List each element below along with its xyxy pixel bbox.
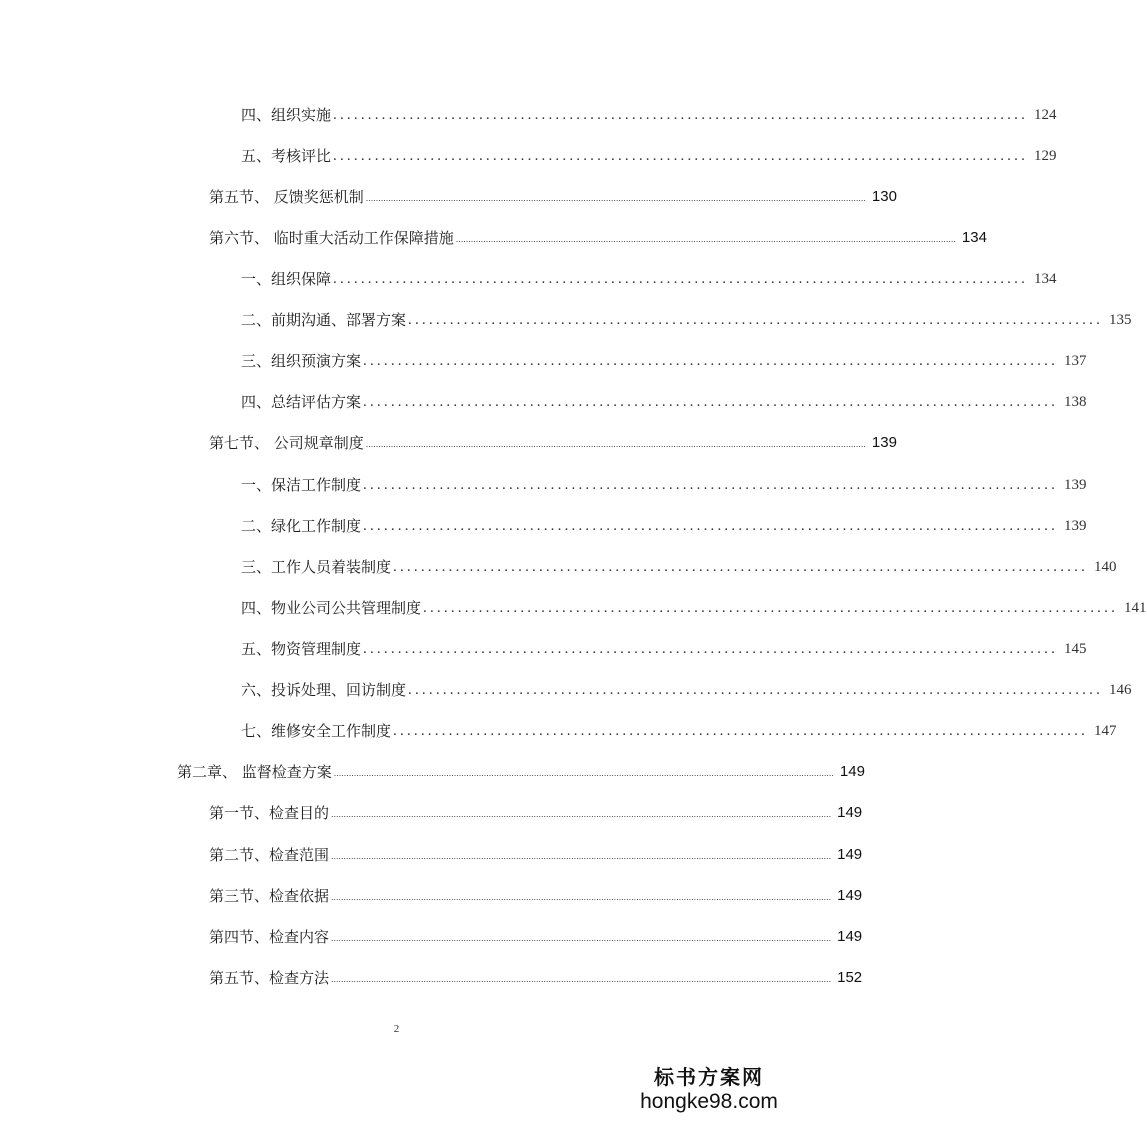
toc-entry[interactable] xyxy=(209,227,987,249)
toc-entry[interactable] xyxy=(241,309,1132,331)
toc-entry[interactable] xyxy=(241,474,1087,496)
dot-leader: .................................................................................................... xyxy=(333,107,1029,123)
toc-entry[interactable] xyxy=(209,432,897,454)
toc-entry[interactable] xyxy=(241,350,1087,372)
toc-entry-page: 139 xyxy=(871,434,897,451)
toc-entry-page: 149 xyxy=(837,887,863,904)
toc-entry-page: 130 xyxy=(871,188,897,205)
dot-leader: ........................................................................................................................................................................................................ xyxy=(331,809,832,819)
toc-entry-page: 139 xyxy=(1064,477,1087,493)
toc-entry[interactable] xyxy=(241,720,1117,742)
dot-leader: .................................................................................................... xyxy=(363,518,1059,534)
toc-entry[interactable] xyxy=(209,885,863,907)
toc-entry-title: 三、组织预演方案 xyxy=(241,352,362,370)
toc-entry[interactable] xyxy=(241,556,1117,578)
toc-entry[interactable] xyxy=(241,515,1087,537)
toc-entry-title: 第六节、 临时重大活动工作保障措施 xyxy=(209,229,454,247)
toc-entry[interactable] xyxy=(241,679,1132,701)
toc-entry[interactable] xyxy=(241,104,1057,126)
dot-leader: .................................................................................................... xyxy=(363,641,1059,657)
dot-leader: ........................................................................................................................................................................................................ xyxy=(455,234,956,244)
toc-entry-page: 129 xyxy=(1034,148,1057,164)
dot-leader: .................................................................................................... xyxy=(333,148,1029,164)
dot-leader: .................................................................................................... xyxy=(423,600,1119,616)
toc-entry[interactable] xyxy=(241,638,1087,660)
toc-entry[interactable] xyxy=(241,268,1057,290)
toc-entry-page: 149 xyxy=(837,928,863,945)
toc-entry[interactable] xyxy=(209,926,863,948)
dot-leader: ........................................................................................................................................................................................................ xyxy=(331,851,832,861)
toc-entry-title: 六、投诉处理、回访制度 xyxy=(241,681,407,699)
watermark-url: hongke98.com xyxy=(640,1090,778,1113)
toc-entry-title: 第七节、 公司规章制度 xyxy=(209,434,364,452)
toc-entry-title: 三、工作人员着装制度 xyxy=(241,558,392,576)
toc-entry-page: 149 xyxy=(837,804,863,821)
dot-leader: ........................................................................................................................................................................................................ xyxy=(365,439,866,449)
dot-leader: .................................................................................................... xyxy=(393,559,1089,575)
dot-leader: .................................................................................................... xyxy=(363,477,1059,493)
toc-entry-title: 二、前期沟通、部署方案 xyxy=(241,311,407,329)
dot-leader: ........................................................................................................................................................................................................ xyxy=(331,892,832,902)
toc-entry-page: 149 xyxy=(839,763,865,780)
toc-entry-page: 135 xyxy=(1109,312,1132,328)
toc-entry-page: 137 xyxy=(1064,353,1087,369)
toc-entry-page: 152 xyxy=(837,969,863,986)
toc-entry-title: 第五节、检查方法 xyxy=(209,969,330,987)
watermark xyxy=(639,1064,779,1114)
dot-leader: .................................................................................................... xyxy=(393,723,1089,739)
toc-entry[interactable] xyxy=(209,802,863,824)
toc-entry-page: 147 xyxy=(1094,723,1117,739)
toc-entry-page: 138 xyxy=(1064,394,1087,410)
toc-entry-title: 四、物业公司公共管理制度 xyxy=(241,599,422,617)
toc-entry[interactable] xyxy=(241,391,1087,413)
dot-leader: ........................................................................................................................................................................................................ xyxy=(331,933,832,943)
toc-entry[interactable] xyxy=(177,761,865,783)
toc-entry-page: 134 xyxy=(1034,271,1057,287)
dot-leader: ........................................................................................................................................................................................................ xyxy=(333,768,834,778)
toc-entry-page: 139 xyxy=(1064,518,1087,534)
dot-leader: .................................................................................................... xyxy=(333,271,1029,287)
toc-entry-title: 第二节、检查范围 xyxy=(209,846,330,864)
toc-entry-title: 第五节、 反馈奖惩机制 xyxy=(209,188,364,206)
dot-leader: .................................................................................................... xyxy=(363,394,1059,410)
toc-entry-page: 124 xyxy=(1034,107,1057,123)
toc-entry-title: 一、组织保障 xyxy=(241,270,332,288)
dot-leader: .................................................................................................... xyxy=(363,353,1059,369)
toc-entry[interactable] xyxy=(241,145,1057,167)
toc-entry-title: 五、考核评比 xyxy=(241,147,332,165)
toc-entry-title: 第一节、检查目的 xyxy=(209,804,330,822)
toc-entry-page: 146 xyxy=(1109,682,1132,698)
dot-leader: .................................................................................................... xyxy=(408,682,1104,698)
watermark-name: 标书方案网 xyxy=(654,1065,764,1089)
toc-entry-page: 134 xyxy=(961,229,987,246)
toc-entry-title: 四、组织实施 xyxy=(241,106,332,124)
dot-leader: ........................................................................................................................................................................................................ xyxy=(331,974,832,984)
toc-entry-title: 五、物资管理制度 xyxy=(241,640,362,658)
page-number: 2 xyxy=(393,1023,400,1035)
toc-entry[interactable] xyxy=(241,597,1147,619)
dot-leader: ........................................................................................................................................................................................................ xyxy=(365,193,866,203)
dot-leader: .................................................................................................... xyxy=(408,312,1104,328)
toc-entry-page: 141 xyxy=(1124,600,1147,616)
toc-entry[interactable] xyxy=(209,844,863,866)
toc-entry-title: 第三节、检查依据 xyxy=(209,887,330,905)
toc-entry-page: 149 xyxy=(837,846,863,863)
toc-entry-title: 七、维修安全工作制度 xyxy=(241,722,392,740)
toc-entry-title: 第四节、检查内容 xyxy=(209,928,330,946)
toc-entry-title: 一、保洁工作制度 xyxy=(241,476,362,494)
toc-entry[interactable] xyxy=(209,186,897,208)
toc-entry[interactable] xyxy=(209,967,863,989)
toc-entry-title: 第二章、 监督检查方案 xyxy=(177,763,332,781)
toc-entry-page: 145 xyxy=(1064,641,1087,657)
toc-entry-page: 140 xyxy=(1094,559,1117,575)
toc-entry-title: 二、绿化工作制度 xyxy=(241,517,362,535)
toc-entry-title: 四、总结评估方案 xyxy=(241,393,362,411)
